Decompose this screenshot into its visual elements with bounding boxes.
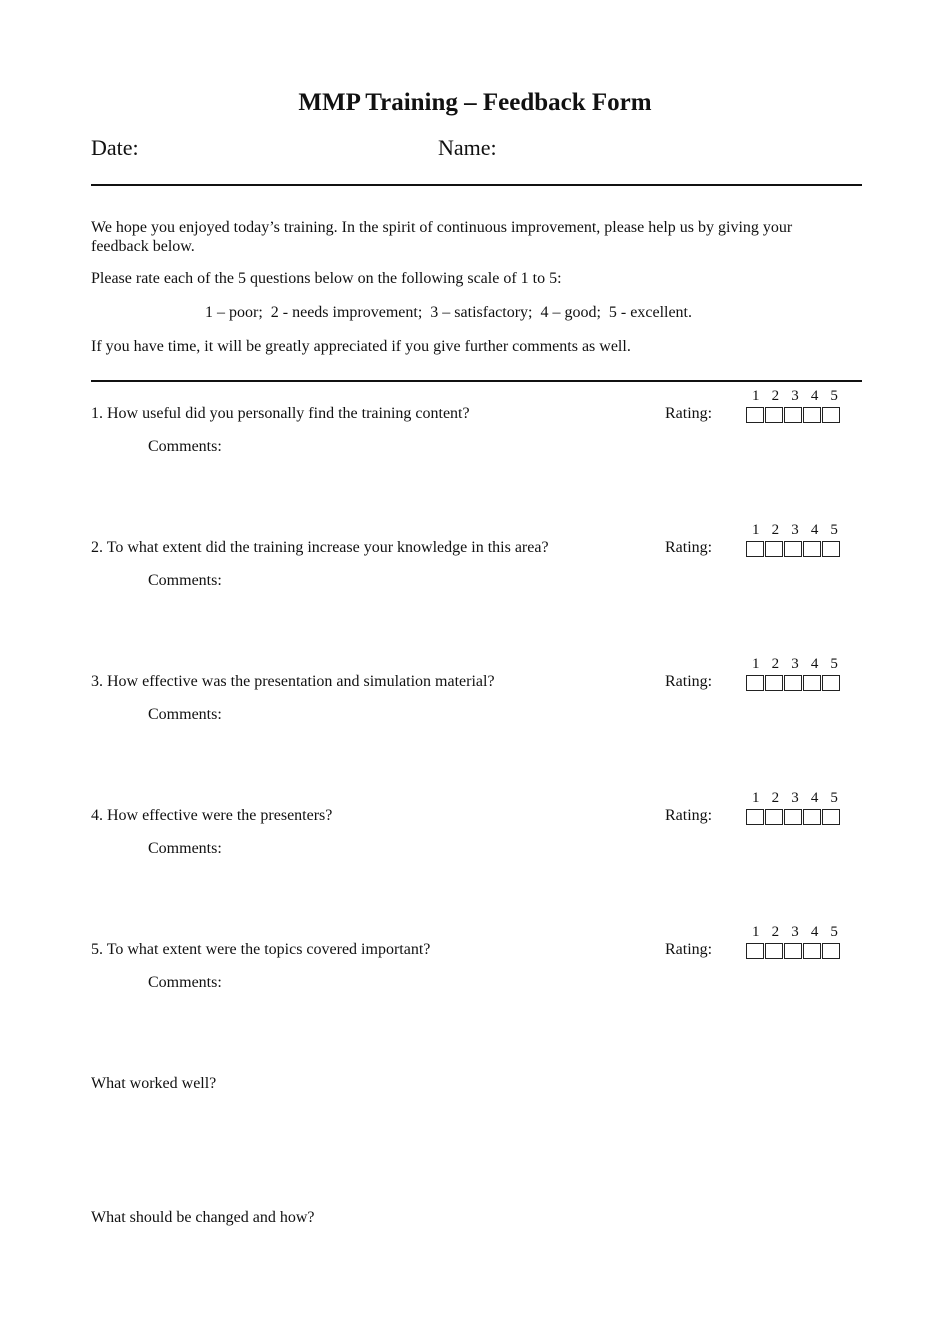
scale-number: 3 — [791, 656, 799, 672]
rating-checkbox-4[interactable] — [803, 809, 821, 825]
scale-number: 2 — [771, 522, 780, 538]
scale-number: 1 — [752, 924, 760, 940]
scale-number: 4 — [810, 522, 819, 538]
rate-instruction: Please rate each of the 5 questions below on the following scale of 1 to 5: — [91, 270, 562, 287]
scale-number: 3 — [791, 924, 799, 940]
rating-checkbox-2[interactable] — [765, 809, 783, 825]
rating-checkbox-4[interactable] — [803, 943, 821, 959]
rating-checkbox-2[interactable] — [765, 407, 783, 423]
scale-legend: 1 – poor; 2 - needs improvement; 3 – satisfactory; 4 – good; 5 - excellent. — [205, 304, 692, 321]
scale-number: 4 — [810, 924, 819, 940]
question-5-text: 5. To what extent were the topics covered important? — [91, 941, 431, 958]
comments-label: Comments: — [148, 974, 222, 991]
comments-label: Comments: — [148, 438, 222, 455]
rating-checkbox-5[interactable] — [822, 407, 840, 423]
rating-checkboxes — [746, 407, 841, 423]
rating-checkbox-5[interactable] — [822, 809, 840, 825]
rating-checkbox-1[interactable] — [746, 675, 764, 691]
rating-checkbox-1[interactable] — [746, 809, 764, 825]
rating-checkbox-2[interactable] — [765, 541, 783, 557]
rating-checkbox-5[interactable] — [822, 675, 840, 691]
comments-label: Comments: — [148, 706, 222, 723]
question-4-text: 4. How effective were the presenters? — [91, 807, 333, 824]
further-comments-note: If you have time, it will be greatly appreciated if you give further comments as well. — [91, 338, 631, 355]
scale-number: 1 — [752, 388, 760, 404]
comments-label: Comments: — [148, 840, 222, 857]
rating-checkbox-3[interactable] — [784, 407, 802, 423]
rating-checkboxes — [746, 943, 841, 959]
rating-label: Rating: — [665, 941, 713, 958]
open-question-changes: What should be changed and how? — [91, 1209, 315, 1226]
open-question-worked-well: What worked well? — [91, 1075, 217, 1092]
rating-checkbox-2[interactable] — [765, 675, 783, 691]
scale-number: 5 — [830, 522, 838, 538]
rating-checkbox-2[interactable] — [765, 943, 783, 959]
scale-number: 2 — [771, 790, 780, 806]
rating-checkbox-4[interactable] — [803, 541, 821, 557]
rating-scale-numbers — [746, 924, 844, 941]
scale-number: 4 — [810, 656, 819, 672]
rating-checkboxes — [746, 675, 841, 691]
rating-checkbox-1[interactable] — [746, 541, 764, 557]
scale-number: 3 — [791, 388, 799, 404]
rating-checkbox-4[interactable] — [803, 407, 821, 423]
rating-checkbox-3[interactable] — [784, 943, 802, 959]
rating-checkbox-4[interactable] — [803, 675, 821, 691]
rating-checkbox-1[interactable] — [746, 407, 764, 423]
rating-checkbox-1[interactable] — [746, 943, 764, 959]
rating-label: Rating: — [665, 405, 713, 422]
rating-checkboxes — [746, 541, 841, 557]
section-divider — [91, 380, 862, 382]
scale-number: 3 — [791, 790, 799, 806]
rating-checkbox-5[interactable] — [822, 943, 840, 959]
question-3-text: 3. How effective was the presentation and simulation material? — [91, 673, 495, 690]
rating-checkbox-3[interactable] — [784, 809, 802, 825]
scale-number: 5 — [830, 924, 838, 940]
rating-checkboxes — [746, 809, 841, 825]
scale-number: 3 — [791, 522, 799, 538]
name-label: Name: — [438, 135, 497, 160]
rating-checkbox-3[interactable] — [784, 675, 802, 691]
scale-number: 1 — [752, 656, 760, 672]
scale-number: 5 — [830, 656, 838, 672]
form-title: MMP Training – Feedback Form — [298, 89, 652, 116]
scale-number: 5 — [830, 388, 838, 404]
question-1-text: 1. How useful did you personally find the training content? — [91, 405, 470, 422]
rating-label: Rating: — [665, 673, 713, 690]
rating-checkbox-5[interactable] — [822, 541, 840, 557]
rating-label: Rating: — [665, 539, 713, 556]
rating-label: Rating: — [665, 807, 713, 824]
scale-number: 5 — [830, 790, 838, 806]
rating-scale-numbers — [746, 522, 844, 539]
scale-number: 4 — [810, 790, 819, 806]
header-divider — [91, 184, 862, 186]
rating-checkbox-3[interactable] — [784, 541, 802, 557]
rating-scale-numbers — [746, 790, 844, 807]
scale-number: 1 — [752, 522, 760, 538]
rating-scale-numbers — [746, 388, 844, 405]
intro-text: We hope you enjoyed today’s training. In the spirit of continuous improvement, please help us by giving your feedback below. — [91, 219, 793, 255]
rating-scale-numbers — [746, 656, 844, 673]
scale-number: 2 — [771, 388, 780, 404]
scale-number: 2 — [771, 656, 780, 672]
scale-number: 2 — [771, 924, 780, 940]
scale-number: 4 — [810, 388, 819, 404]
comments-label: Comments: — [148, 572, 222, 589]
question-2-text: 2. To what extent did the training increase your knowledge in this area? — [91, 539, 549, 556]
scale-number: 1 — [752, 790, 760, 806]
date-label: Date: — [91, 135, 139, 160]
